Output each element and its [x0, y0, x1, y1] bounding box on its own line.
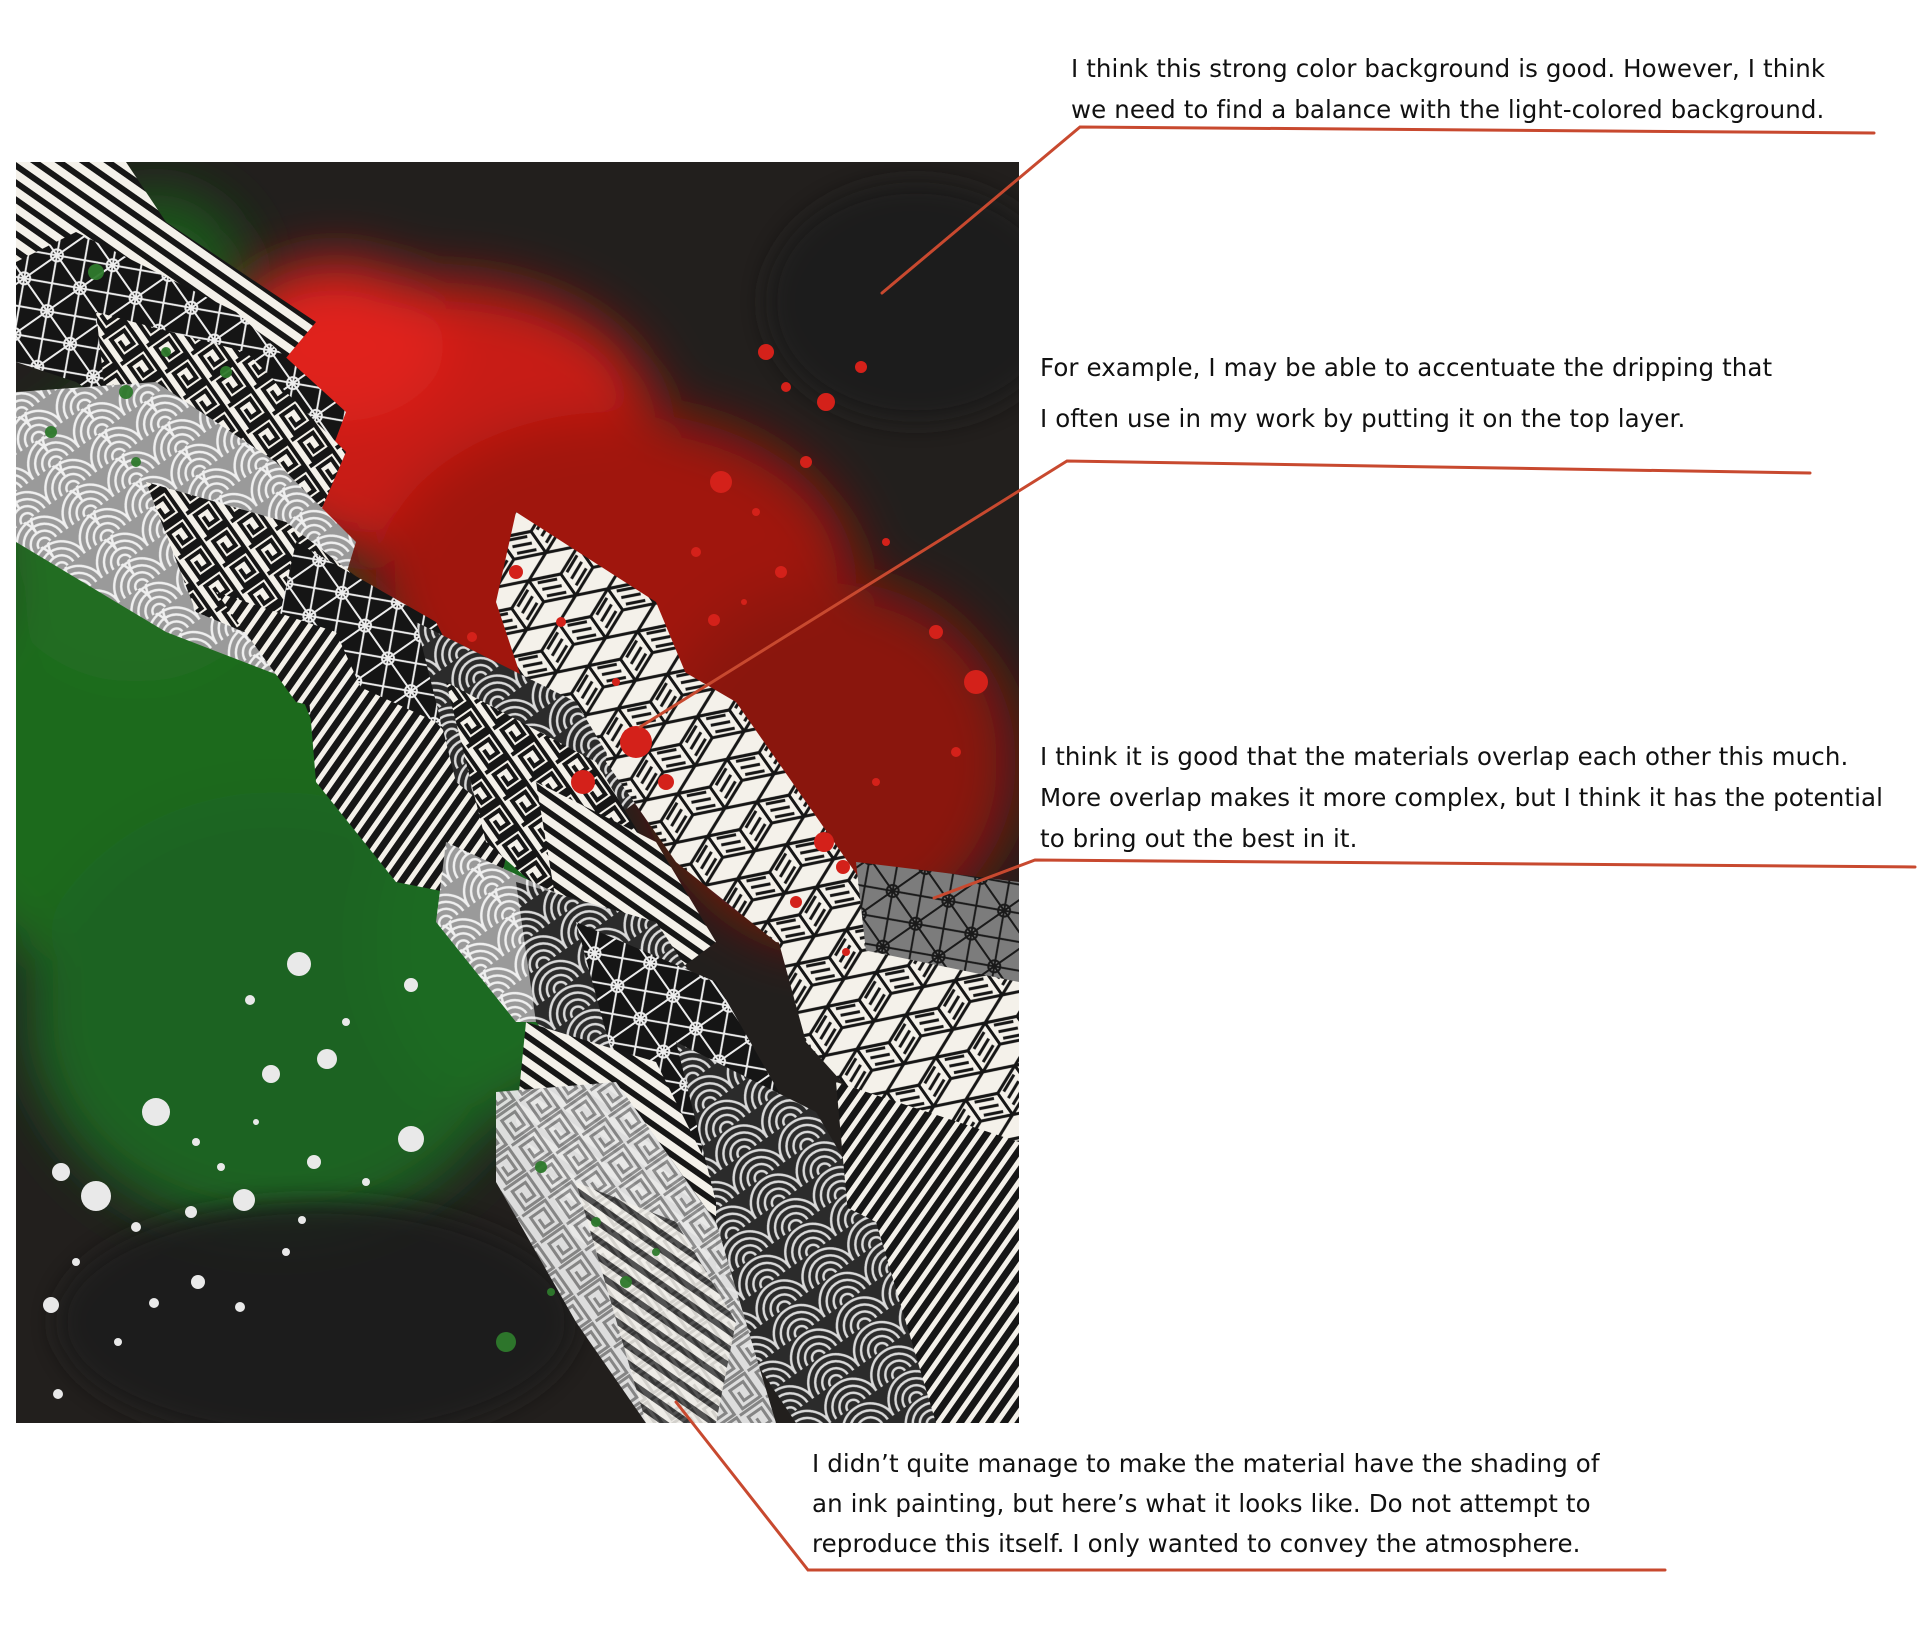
annotation-line: I didn’t quite manage to make the material have the shading of: [812, 1449, 1600, 1478]
annotation-dripping-top-layer: [1040, 342, 1772, 444]
annotation-ink-painting-shading: [812, 1444, 1600, 1564]
annotation-line: I think it is good that the materials overlap each other this much.: [1040, 742, 1849, 771]
annotation-line: an ink painting, but here’s what it looks like. Do not attempt to: [812, 1489, 1591, 1518]
annotation-line: we need to find a balance with the light-colored background.: [1071, 95, 1825, 124]
annotation-materials-overlap: [1040, 736, 1883, 859]
artwork-painting: [16, 162, 1019, 1423]
artwork-canvas: [16, 162, 1019, 1423]
artwork: [16, 162, 1019, 1423]
leader-line-overlap: [934, 860, 1915, 898]
annotation-line: I often use in my work by putting it on the top layer.: [1040, 404, 1686, 433]
annotation-line: For example, I may be able to accentuate the dripping that: [1040, 353, 1773, 382]
annotation-line: More overlap makes it more complex, but I think it has the potential: [1040, 783, 1883, 812]
annotation-line: reproduce this itself. I only wanted to convey the atmosphere.: [812, 1529, 1581, 1558]
annotation-line: to bring out the best in it.: [1040, 824, 1358, 853]
annotation-line: I think this strong color background is good. However, I think: [1071, 54, 1826, 83]
leader-line-strong-background: [882, 127, 1874, 293]
annotation-strong-background: [1071, 48, 1825, 130]
